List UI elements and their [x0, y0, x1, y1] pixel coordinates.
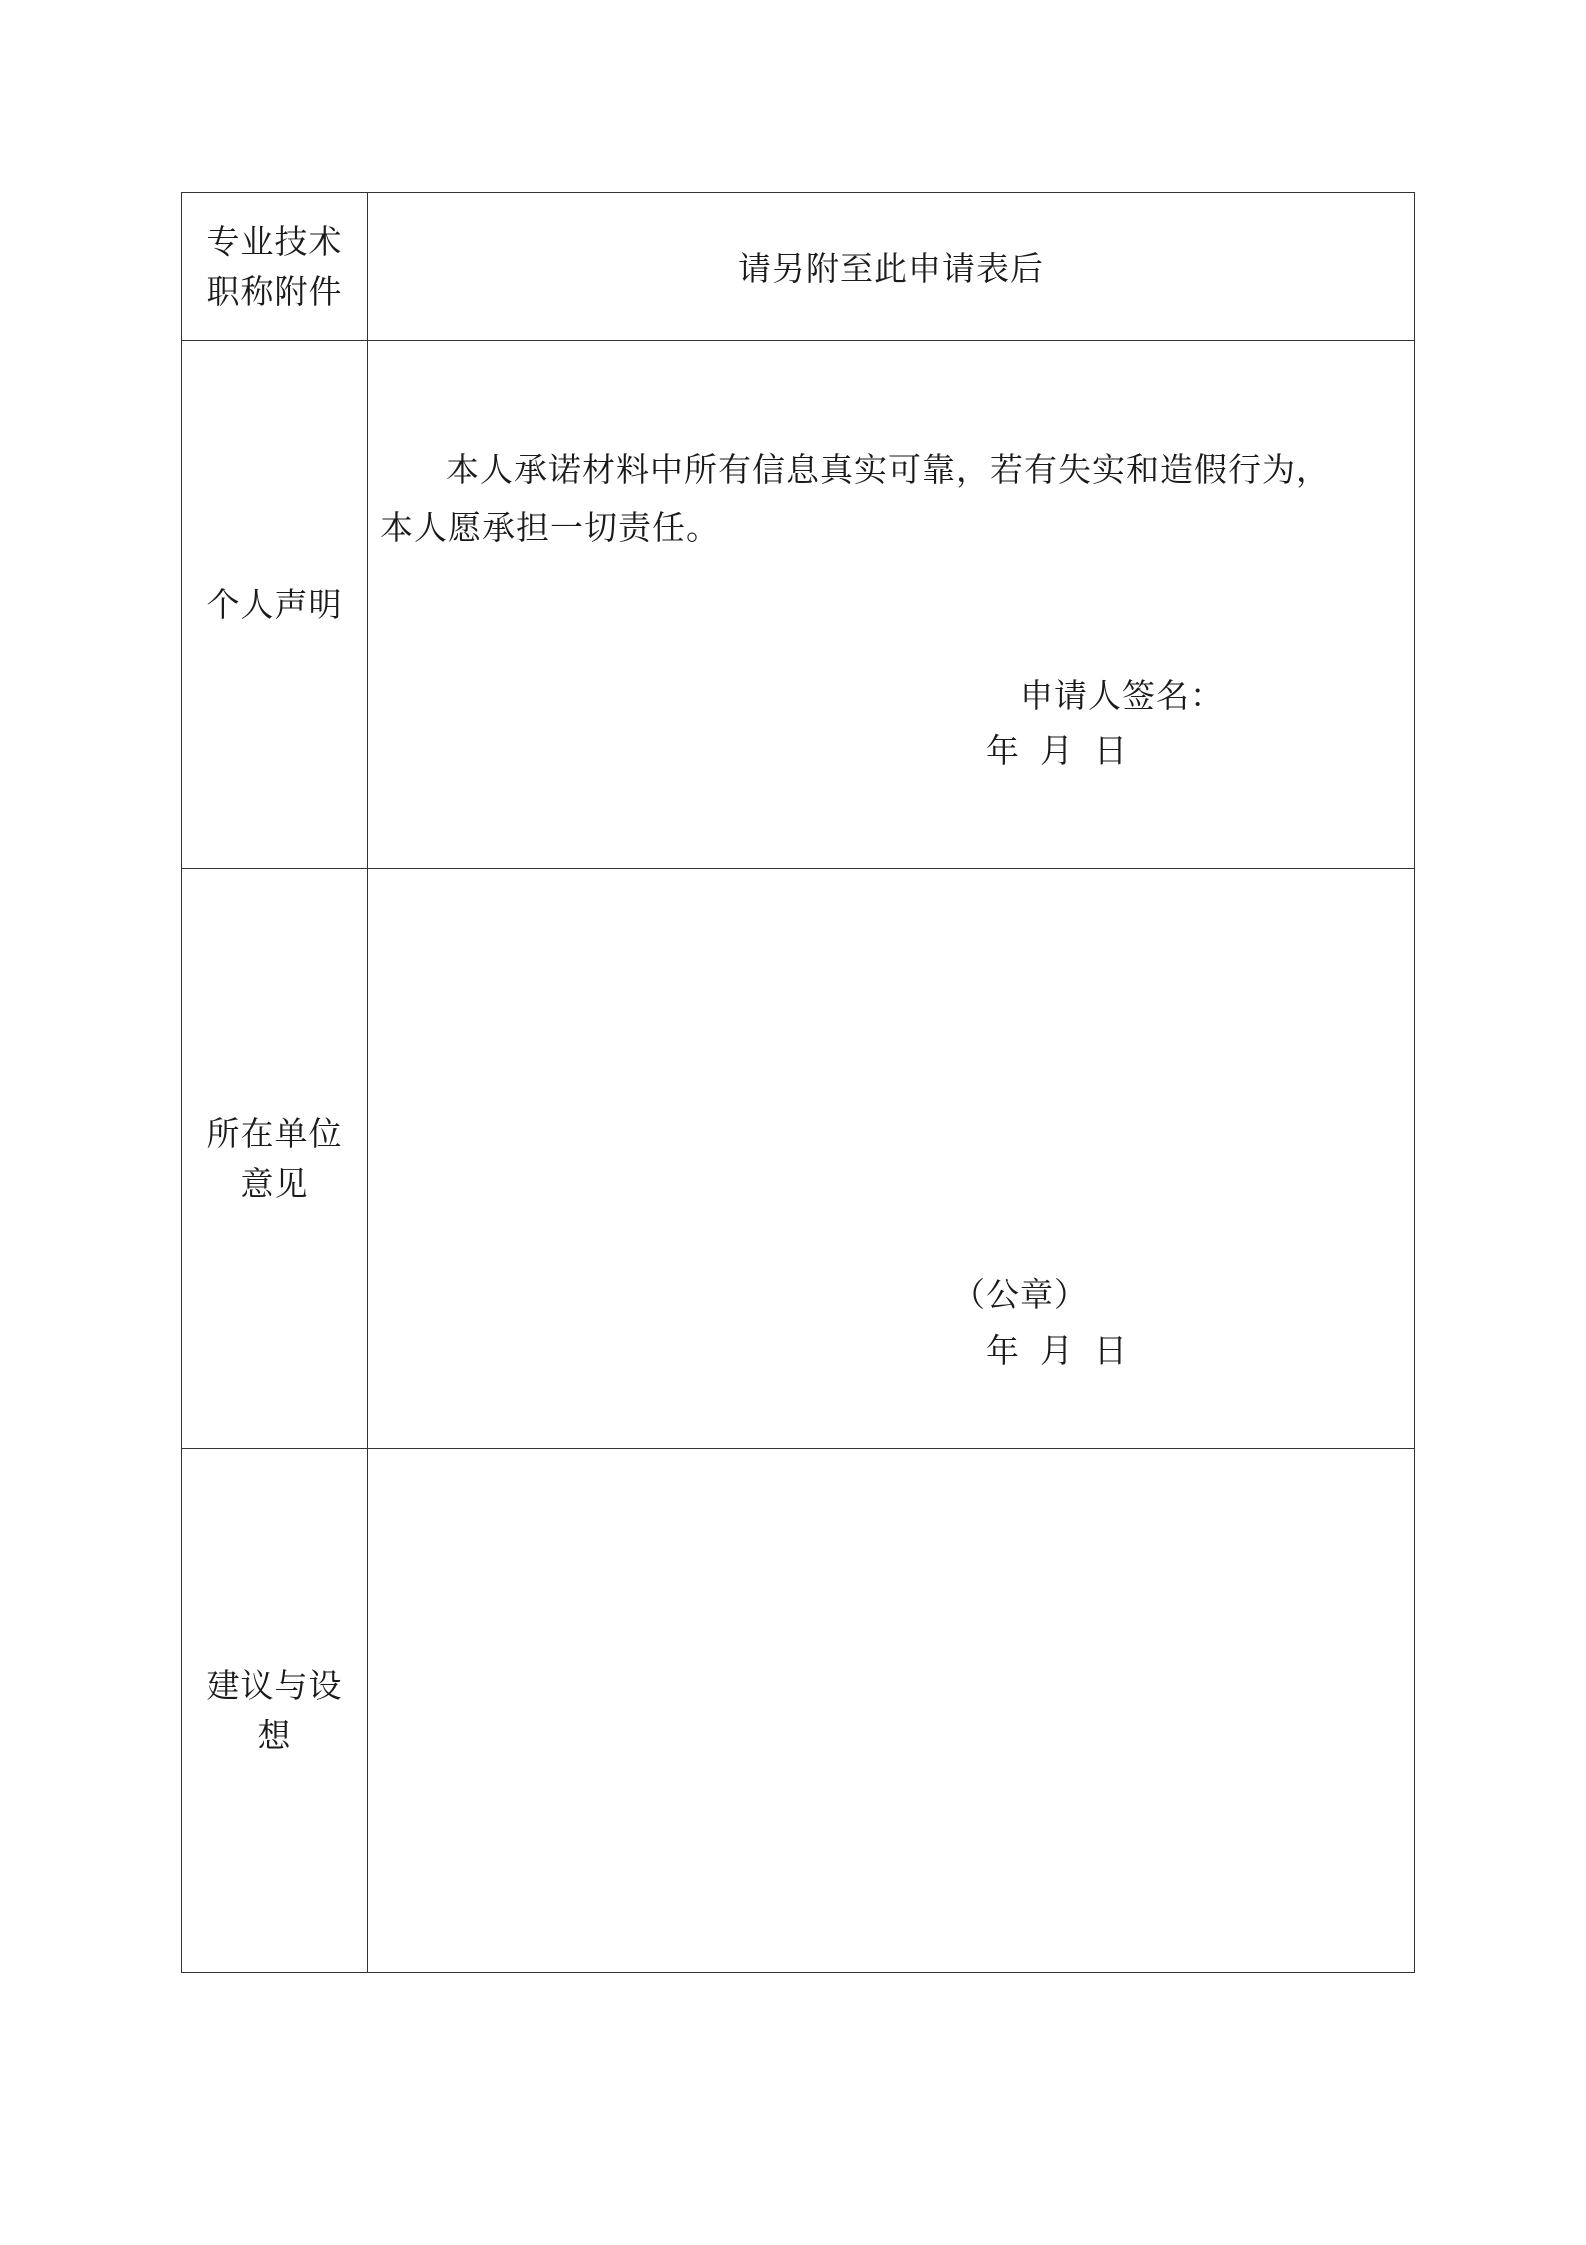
statement-label-cell — [182, 341, 368, 869]
unit-opinion-date-year: 年 — [986, 1331, 1020, 1370]
suggestions-content-cell[interactable] — [368, 1449, 1415, 1973]
attachment-label-cell — [182, 193, 368, 341]
statement-date-month: 月 — [1040, 731, 1074, 770]
signature-label: 申请人签名： — [1020, 676, 1224, 715]
unit-opinion-label-line-2: 意见 — [240, 1163, 309, 1203]
statement-content-cell[interactable] — [368, 341, 1415, 869]
suggestions-label-line-1: 建议与设 — [206, 1665, 343, 1705]
statement-paragraph: 本人承诺材料中所有信息真实可靠，若有失实和造假行为，本人愿承担一切责任。 — [380, 450, 1330, 547]
attachment-label-line-2: 职称附件 — [206, 271, 343, 311]
attachment-instruction: 请另附至此申请表后 — [738, 249, 1044, 288]
suggestions-row — [182, 1449, 1415, 1973]
application-form-table — [181, 192, 1415, 1973]
statement-label: 个人声明 — [206, 584, 343, 624]
official-seal-label: （公章） — [952, 1275, 1088, 1314]
statement-date-day: 日 — [1094, 731, 1128, 770]
unit-opinion-date-day: 日 — [1094, 1331, 1128, 1370]
statement-date[interactable] — [986, 725, 1128, 772]
attachment-label-line-1: 专业技术 — [206, 221, 343, 261]
unit-opinion-label-cell — [182, 869, 368, 1449]
unit-opinion-date[interactable] — [986, 1325, 1128, 1372]
unit-opinion-date-month: 月 — [1040, 1331, 1074, 1370]
unit-opinion-label-line-1: 所在单位 — [206, 1113, 343, 1153]
statement-date-year: 年 — [986, 731, 1020, 770]
unit-opinion-content-cell[interactable] — [368, 869, 1415, 1449]
suggestions-label-line-2: 想 — [257, 1715, 292, 1755]
suggestions-label-cell — [182, 1449, 368, 1973]
attachment-row — [182, 193, 1415, 341]
unit-opinion-row — [182, 869, 1415, 1449]
statement-row — [182, 341, 1415, 869]
attachment-content-cell — [368, 193, 1415, 341]
